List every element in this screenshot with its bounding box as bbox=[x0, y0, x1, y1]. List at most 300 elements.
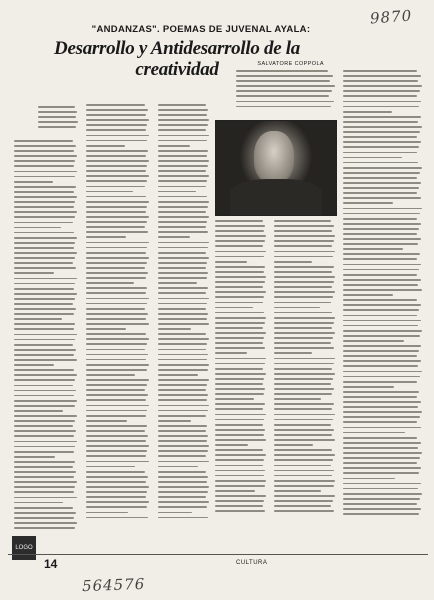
text-line bbox=[14, 354, 74, 356]
text-line bbox=[274, 307, 320, 309]
author-photo bbox=[215, 120, 337, 216]
text-line bbox=[343, 432, 405, 434]
text-line bbox=[274, 434, 332, 436]
text-line bbox=[158, 394, 208, 396]
text-line bbox=[274, 459, 333, 461]
text-line bbox=[158, 435, 208, 437]
text-line bbox=[274, 230, 332, 232]
text-line bbox=[343, 411, 422, 413]
text-line bbox=[274, 454, 335, 456]
text-line bbox=[14, 476, 74, 478]
text-line bbox=[158, 506, 207, 508]
text-line bbox=[274, 388, 334, 390]
text-line bbox=[158, 328, 191, 330]
text-line bbox=[14, 486, 75, 488]
text-line bbox=[343, 202, 393, 204]
text-line bbox=[274, 302, 331, 304]
text-line bbox=[14, 227, 61, 229]
text-column bbox=[274, 220, 336, 520]
text-line bbox=[343, 223, 421, 225]
text-line bbox=[158, 242, 209, 244]
text-line bbox=[14, 318, 62, 320]
text-line bbox=[274, 291, 335, 293]
text-line bbox=[86, 354, 148, 356]
text-line bbox=[343, 274, 417, 276]
text-line bbox=[158, 405, 209, 407]
text-line bbox=[14, 405, 75, 407]
text-line bbox=[215, 434, 264, 436]
text-line bbox=[236, 95, 329, 97]
text-line bbox=[343, 167, 422, 169]
text-line bbox=[343, 391, 419, 393]
author-photo-body bbox=[230, 179, 322, 215]
text-line bbox=[215, 276, 266, 278]
text-line bbox=[14, 176, 75, 178]
text-line bbox=[86, 379, 149, 381]
text-line bbox=[158, 323, 209, 325]
text-line bbox=[274, 281, 334, 283]
text-line bbox=[274, 220, 331, 222]
text-line bbox=[158, 430, 206, 432]
text-line bbox=[274, 393, 332, 395]
handwritten-annotation-bottom: 564576 bbox=[81, 574, 146, 596]
text-line bbox=[215, 408, 263, 410]
text-line bbox=[274, 414, 335, 416]
text-line bbox=[158, 119, 209, 121]
text-line bbox=[274, 225, 334, 227]
text-line bbox=[158, 170, 206, 172]
text-line bbox=[343, 197, 421, 199]
text-line bbox=[343, 483, 421, 485]
text-line bbox=[158, 374, 198, 376]
text-line bbox=[158, 455, 206, 457]
text-line bbox=[158, 252, 206, 254]
text-line bbox=[274, 342, 331, 344]
text-line bbox=[86, 196, 146, 198]
text-line bbox=[86, 308, 145, 310]
text-line bbox=[215, 424, 263, 426]
text-line bbox=[14, 390, 76, 392]
text-line bbox=[215, 256, 264, 258]
text-line bbox=[343, 396, 417, 398]
text-line bbox=[14, 222, 73, 224]
text-line bbox=[86, 303, 147, 305]
text-line bbox=[158, 466, 198, 468]
text-line bbox=[274, 403, 334, 405]
text-line bbox=[86, 231, 148, 233]
text-line bbox=[343, 101, 421, 103]
text-line bbox=[274, 373, 335, 375]
text-line bbox=[343, 136, 417, 138]
text-line bbox=[343, 513, 419, 515]
text-line bbox=[274, 419, 333, 421]
text-line bbox=[274, 251, 335, 253]
text-line bbox=[158, 461, 209, 463]
text-line bbox=[215, 480, 266, 482]
text-line bbox=[158, 354, 208, 356]
text-line bbox=[274, 327, 332, 329]
text-line bbox=[14, 272, 54, 274]
text-line bbox=[158, 349, 206, 351]
text-line bbox=[14, 247, 74, 249]
text-line bbox=[158, 445, 209, 447]
text-line bbox=[274, 490, 321, 492]
text-line bbox=[215, 449, 263, 451]
text-line bbox=[14, 344, 73, 346]
article-kicker: "ANDANZAS". POEMAS DE JUVENAL AYALA: bbox=[91, 24, 311, 35]
text-line bbox=[215, 398, 254, 400]
text-line bbox=[343, 253, 420, 255]
text-line bbox=[158, 231, 208, 233]
text-line bbox=[158, 180, 207, 182]
text-line bbox=[86, 211, 146, 213]
text-line bbox=[158, 298, 209, 300]
text-line bbox=[274, 480, 335, 482]
text-line bbox=[14, 206, 74, 208]
text-line bbox=[215, 383, 263, 385]
text-line bbox=[215, 475, 264, 477]
text-line bbox=[14, 410, 63, 412]
text-line bbox=[215, 327, 263, 329]
text-line bbox=[215, 470, 265, 472]
text-line bbox=[14, 334, 77, 336]
text-line bbox=[86, 292, 146, 294]
text-line bbox=[86, 369, 147, 371]
text-line bbox=[158, 369, 208, 371]
text-line bbox=[86, 496, 146, 498]
text-line bbox=[86, 491, 147, 493]
text-line bbox=[215, 266, 265, 268]
text-line bbox=[274, 444, 313, 446]
text-line bbox=[215, 230, 264, 232]
text-line bbox=[343, 233, 417, 235]
text-line bbox=[86, 247, 147, 249]
text-line bbox=[86, 420, 127, 422]
text-line bbox=[14, 298, 75, 300]
text-line bbox=[86, 333, 146, 335]
text-line bbox=[86, 272, 148, 274]
text-line bbox=[86, 318, 146, 320]
text-line bbox=[343, 218, 417, 220]
text-line bbox=[343, 447, 418, 449]
text-line bbox=[343, 472, 419, 474]
text-line bbox=[86, 328, 126, 330]
text-line bbox=[343, 80, 418, 82]
text-line bbox=[86, 150, 148, 152]
text-line bbox=[14, 364, 54, 366]
text-line bbox=[86, 430, 145, 432]
text-line bbox=[158, 145, 190, 147]
text-line bbox=[86, 226, 145, 228]
text-line bbox=[86, 461, 149, 463]
text-line bbox=[86, 343, 147, 345]
text-line bbox=[343, 289, 422, 291]
text-line bbox=[86, 410, 147, 412]
text-line bbox=[14, 171, 77, 173]
text-line bbox=[236, 90, 332, 92]
text-line bbox=[158, 343, 207, 345]
text-column bbox=[38, 106, 78, 136]
text-line bbox=[215, 368, 263, 370]
text-line bbox=[14, 466, 73, 468]
text-line bbox=[14, 150, 74, 152]
text-line bbox=[14, 303, 73, 305]
text-line bbox=[215, 312, 264, 314]
text-line bbox=[343, 294, 393, 296]
text-line bbox=[343, 427, 421, 429]
text-line bbox=[343, 467, 421, 469]
text-line bbox=[14, 349, 76, 351]
text-line bbox=[158, 191, 196, 193]
text-line bbox=[14, 456, 55, 458]
text-line bbox=[343, 248, 403, 250]
text-line bbox=[215, 490, 255, 492]
text-line bbox=[274, 505, 331, 507]
text-line bbox=[14, 140, 73, 142]
text-line bbox=[14, 262, 73, 264]
text-line bbox=[343, 111, 392, 113]
text-line bbox=[274, 347, 334, 349]
text-line bbox=[86, 298, 149, 300]
text-line bbox=[274, 449, 332, 451]
text-line bbox=[343, 208, 422, 210]
text-line bbox=[343, 320, 421, 322]
text-line bbox=[215, 307, 253, 309]
text-line bbox=[86, 267, 145, 269]
text-line bbox=[215, 444, 248, 446]
newspaper-logo: LOGO bbox=[12, 536, 36, 560]
text-line bbox=[86, 119, 149, 121]
text-line bbox=[14, 481, 77, 483]
text-line bbox=[158, 114, 207, 116]
text-line bbox=[158, 410, 208, 412]
text-line bbox=[86, 506, 147, 508]
text-line bbox=[158, 247, 208, 249]
page-number: 14 bbox=[44, 557, 58, 571]
text-line bbox=[14, 379, 75, 381]
text-line bbox=[343, 304, 421, 306]
handwritten-annotation-top: 9870 bbox=[369, 6, 413, 28]
text-line bbox=[14, 395, 74, 397]
text-line bbox=[274, 408, 332, 410]
text-line bbox=[158, 338, 209, 340]
text-line bbox=[86, 129, 146, 131]
text-line bbox=[86, 242, 149, 244]
text-line bbox=[343, 131, 420, 133]
text-line bbox=[158, 272, 208, 274]
text-line bbox=[14, 374, 77, 376]
text-line bbox=[343, 269, 419, 271]
text-line bbox=[158, 359, 207, 361]
text-line bbox=[86, 206, 147, 208]
text-line bbox=[14, 165, 74, 167]
text-line bbox=[343, 421, 417, 423]
text-line bbox=[274, 363, 334, 365]
text-line bbox=[86, 180, 147, 182]
text-line bbox=[343, 264, 421, 266]
text-line bbox=[343, 75, 421, 77]
text-column bbox=[14, 140, 78, 535]
text-line bbox=[14, 441, 77, 443]
text-line bbox=[158, 313, 208, 315]
text-line bbox=[86, 186, 145, 188]
text-line bbox=[86, 155, 146, 157]
text-line bbox=[86, 257, 149, 259]
text-line bbox=[86, 415, 146, 417]
text-line bbox=[14, 507, 73, 509]
text-line bbox=[158, 236, 190, 238]
text-line bbox=[158, 308, 206, 310]
text-line bbox=[158, 221, 207, 223]
text-line bbox=[158, 440, 207, 442]
text-line bbox=[215, 291, 266, 293]
text-line bbox=[86, 160, 149, 162]
text-line bbox=[343, 498, 420, 500]
text-line bbox=[158, 155, 207, 157]
text-line bbox=[158, 226, 206, 228]
text-line bbox=[86, 425, 147, 427]
text-line bbox=[215, 459, 264, 461]
text-line bbox=[86, 486, 149, 488]
text-line bbox=[158, 124, 208, 126]
text-line bbox=[14, 211, 77, 213]
text-line bbox=[215, 317, 266, 319]
text-line bbox=[86, 349, 145, 351]
text-line bbox=[86, 517, 148, 519]
text-line bbox=[14, 323, 75, 325]
text-line bbox=[158, 206, 208, 208]
text-line bbox=[158, 486, 209, 488]
text-line bbox=[343, 401, 421, 403]
text-line bbox=[274, 245, 332, 247]
text-line bbox=[14, 430, 76, 432]
section-label: CULTURA bbox=[236, 560, 268, 566]
text-line bbox=[86, 175, 149, 177]
article-byline: SALVATORE COPPOLA bbox=[257, 61, 324, 67]
text-line bbox=[86, 466, 135, 468]
text-line bbox=[343, 365, 418, 367]
text-line bbox=[343, 381, 417, 383]
text-line bbox=[86, 236, 126, 238]
text-column bbox=[158, 104, 210, 524]
text-line bbox=[215, 373, 266, 375]
text-line bbox=[236, 85, 335, 87]
text-line bbox=[158, 211, 206, 213]
text-line bbox=[14, 415, 77, 417]
text-line bbox=[86, 313, 148, 315]
text-line bbox=[14, 155, 77, 157]
text-line bbox=[86, 405, 149, 407]
text-line bbox=[343, 406, 418, 408]
text-column bbox=[86, 104, 150, 524]
text-line bbox=[343, 141, 421, 143]
text-line bbox=[158, 333, 206, 335]
text-line bbox=[274, 398, 321, 400]
text-line bbox=[86, 191, 133, 193]
text-line bbox=[343, 243, 418, 245]
text-line bbox=[38, 126, 76, 128]
text-line bbox=[343, 325, 418, 327]
text-line bbox=[86, 389, 145, 391]
text-line bbox=[343, 228, 419, 230]
text-line bbox=[343, 335, 420, 337]
text-line bbox=[215, 378, 264, 380]
text-line bbox=[14, 186, 76, 188]
text-line bbox=[86, 435, 148, 437]
text-line bbox=[215, 322, 265, 324]
text-line bbox=[14, 497, 77, 499]
text-line bbox=[274, 368, 332, 370]
text-line bbox=[14, 242, 75, 244]
text-line bbox=[215, 439, 266, 441]
text-line bbox=[343, 371, 422, 373]
text-line bbox=[158, 450, 208, 452]
text-line bbox=[86, 481, 146, 483]
text-line bbox=[14, 278, 77, 280]
text-line bbox=[158, 175, 209, 177]
text-line bbox=[343, 192, 417, 194]
text-line bbox=[236, 106, 331, 108]
text-line bbox=[158, 517, 208, 519]
text-line bbox=[274, 276, 335, 278]
text-line bbox=[274, 312, 332, 314]
text-line bbox=[158, 165, 208, 167]
text-line bbox=[158, 389, 206, 391]
text-line bbox=[86, 364, 149, 366]
text-line bbox=[215, 485, 265, 487]
text-line bbox=[274, 266, 334, 268]
text-column bbox=[215, 220, 267, 520]
text-line bbox=[86, 262, 147, 264]
author-photo-face bbox=[254, 131, 294, 183]
text-line bbox=[236, 75, 333, 77]
text-line bbox=[14, 288, 74, 290]
text-line bbox=[86, 104, 145, 106]
text-line bbox=[158, 140, 207, 142]
text-line bbox=[343, 330, 422, 332]
text-line bbox=[343, 457, 420, 459]
text-line bbox=[86, 109, 148, 111]
text-line bbox=[274, 271, 332, 273]
text-line bbox=[215, 505, 263, 507]
text-line bbox=[215, 342, 263, 344]
text-line bbox=[274, 286, 332, 288]
text-line bbox=[158, 292, 206, 294]
text-line bbox=[343, 95, 417, 97]
text-line bbox=[215, 281, 265, 283]
text-line bbox=[215, 495, 266, 497]
text-line bbox=[86, 135, 149, 137]
text-line bbox=[343, 284, 418, 286]
text-line bbox=[215, 240, 265, 242]
text-line bbox=[274, 495, 335, 497]
text-line bbox=[14, 145, 76, 147]
text-line bbox=[343, 416, 420, 418]
text-line bbox=[274, 439, 335, 441]
text-line bbox=[215, 429, 265, 431]
text-line bbox=[158, 501, 209, 503]
text-line bbox=[14, 435, 74, 437]
text-line bbox=[343, 162, 418, 164]
text-line bbox=[343, 360, 421, 362]
text-line bbox=[236, 101, 334, 103]
text-line bbox=[343, 493, 422, 495]
text-line bbox=[343, 279, 421, 281]
text-line bbox=[14, 267, 76, 269]
text-line bbox=[14, 237, 77, 239]
text-line bbox=[274, 510, 334, 512]
footer-divider bbox=[8, 554, 428, 555]
